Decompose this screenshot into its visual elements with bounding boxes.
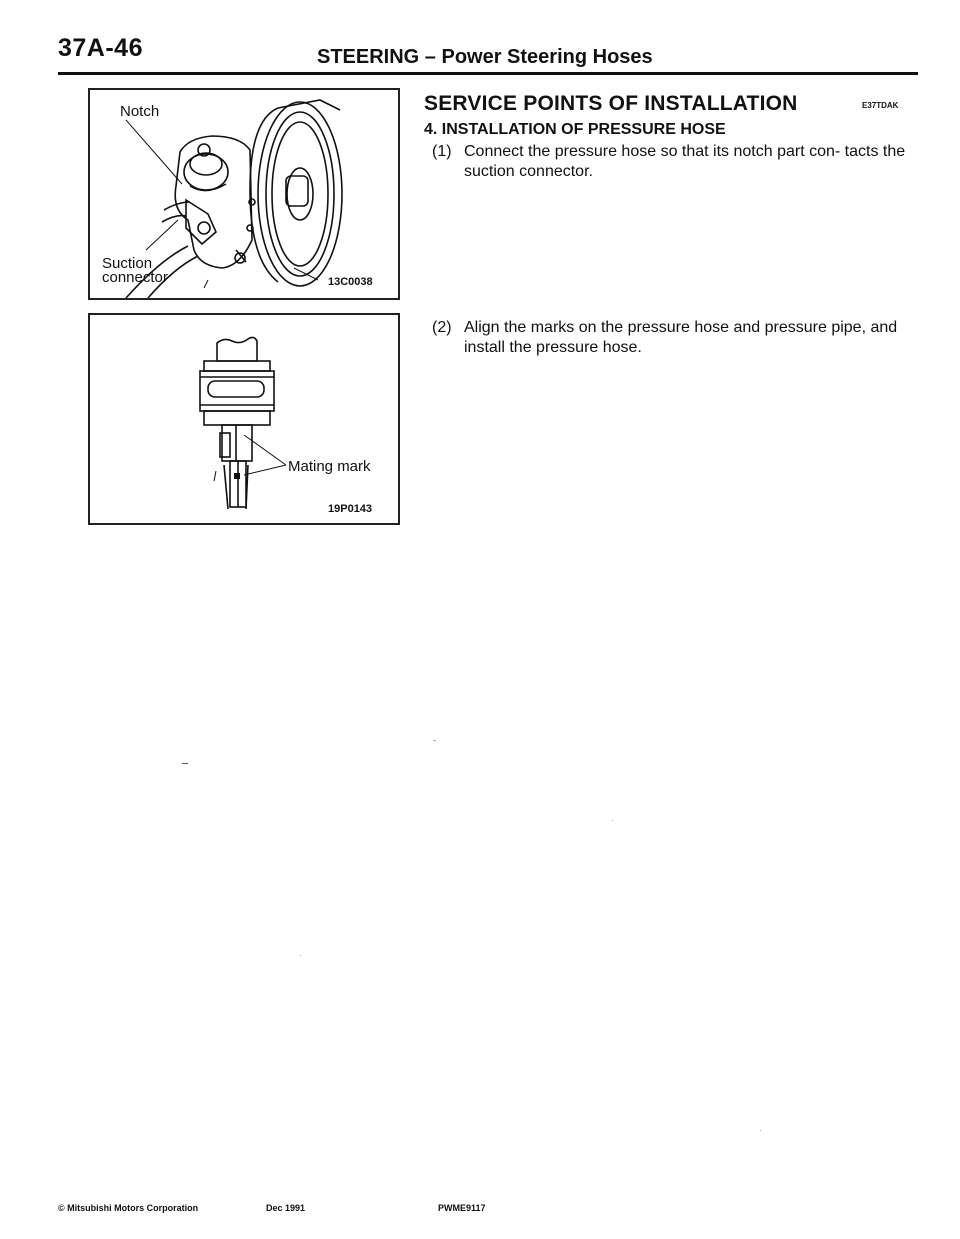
service-code: E37TDAK	[862, 101, 899, 110]
scan-speck	[612, 820, 613, 821]
step-text: Align the marks on the pressure hose and pressure pipe, and install the pressure hose.	[464, 319, 898, 356]
scan-speck	[182, 763, 188, 764]
suction-label-line1: Suction	[102, 255, 153, 272]
header-rule	[58, 72, 918, 75]
notch-label: Notch	[120, 103, 160, 120]
hose-pipe-illustration	[90, 315, 398, 523]
scan-speck	[300, 955, 301, 956]
step-item	[432, 318, 922, 358]
step-number: (1)	[432, 143, 452, 160]
scan-speck	[433, 740, 436, 741]
step-item	[432, 142, 922, 182]
figure-code: 13C0038	[328, 276, 373, 288]
service-points-title: SERVICE POINTS OF INSTALLATION	[424, 92, 798, 115]
footer-date: Dec 1991	[266, 1203, 306, 1213]
figure-mating-mark	[88, 313, 400, 525]
step-heading: 4. INSTALLATION OF PRESSURE HOSE	[424, 121, 726, 138]
suction-label-line2: connector	[102, 269, 168, 286]
scan-speck	[760, 1130, 761, 1131]
figure-pump-notch	[88, 88, 400, 300]
step-text: Connect the pressure hose so that its notch part con- tacts the suction connector.	[464, 143, 906, 180]
mating-mark-label: Mating mark	[288, 458, 371, 475]
footer-copyright: © Mitsubishi Motors Corporation	[58, 1203, 199, 1213]
step-number: (2)	[432, 319, 452, 336]
footer-code: PWME9117	[438, 1203, 486, 1213]
page-number: 37A-46	[58, 34, 143, 62]
section-title: STEERING – Power Steering Hoses	[317, 46, 653, 68]
figure-code: 19P0143	[328, 503, 373, 515]
